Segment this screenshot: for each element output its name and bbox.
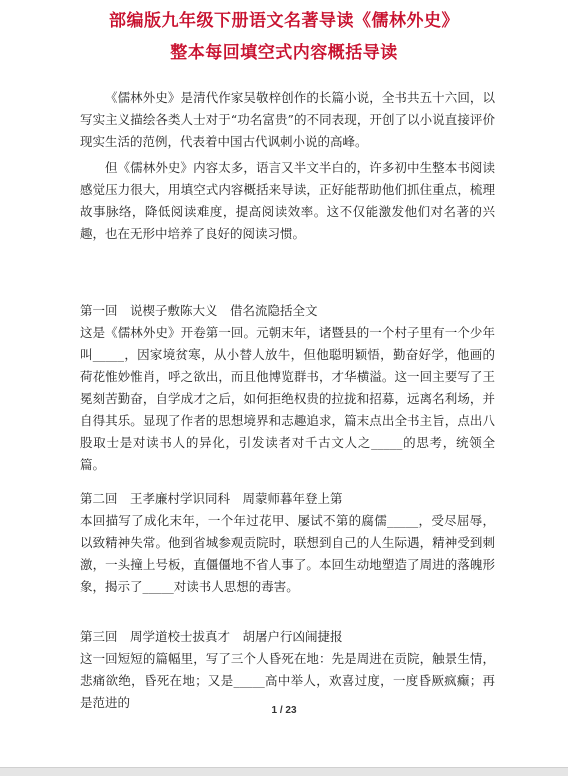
chapter-1-heading: 第一回 说楔子敷陈大义 借名流隐括全文	[80, 303, 318, 318]
chapter-3-heading: 第三回 周学道校士拔真才 胡屠户行凶闹捷报	[80, 629, 343, 644]
chapter-1-text: 这是《儒林外史》开卷第一回。元朝末年，诸暨县的一个村子里有一个少年叫_____，因家境贫寒，从小替人放牛，但他聪明颖悟，勤奋好学，他画的荷花惟妙惟肖，呼之欲出，而且他博览群书，才华横溢。这一回主要写了王冕刻苦勤奋，自学成才之后，如何拒绝权贵的拉拢和招募，远离名利场，并自得其乐。显现了作者的思想境界和志趣追求，篇末点出全书主旨，点出八股取士是对读书人的异化，引发读者对千古文人之_____的思考，统领全篇。	[80, 325, 495, 472]
document-title: 部编版九年级下册语文名著导读《儒林外史》	[109, 11, 459, 31]
chapter-2-heading: 第二回 王孝廉村学识同科 周蒙师暮年登上第	[80, 491, 343, 506]
page-indicator: 1 / 23	[271, 705, 297, 716]
intro-paragraph-1: 《儒林外史》是清代作家吴敬梓创作的长篇小说，全书共五十六回，以写实主义描绘各类人士对于“功名富贵”的不同表现，开创了以小说直接评价现实生活的范例，代表着中国古代讽刺小说的高峰。	[80, 90, 495, 149]
chapter-3-text: 这一回短短的篇幅里，写了三个人昏死在地：先是周进在贡院，触景生情，悲痛欲绝，昏死在地；又是_____高中举人，欢喜过度，一度昏厥疯癫；再是范进的	[80, 651, 495, 710]
document-subtitle: 整本每回填空式内容概括导读	[170, 43, 398, 63]
intro-paragraph-2: 但《儒林外史》内容太多，语言又半文半白的，许多初中生整本书阅读感觉压力很大，用填空式内容概括来导读，正好能帮助他们抓住重点，梳理故事脉络，降低阅读难度，提高阅读效率。这不仅能激发他们对名著的兴趣，也在无形中培养了良好的阅读习惯。	[80, 160, 495, 241]
chapter-2-text: 本回描写了成化末年，一个年过花甲、屡试不第的腐儒_____，受尽屈辱，以致精神失常。他到省城参观贡院时，联想到自己的人生际遇，精神受到刺激，一头撞上号板，直僵僵地不省人事了。本回生动地塑造了周进的落魄形象，揭示了_____对读书人思想的毒害。	[80, 513, 495, 594]
